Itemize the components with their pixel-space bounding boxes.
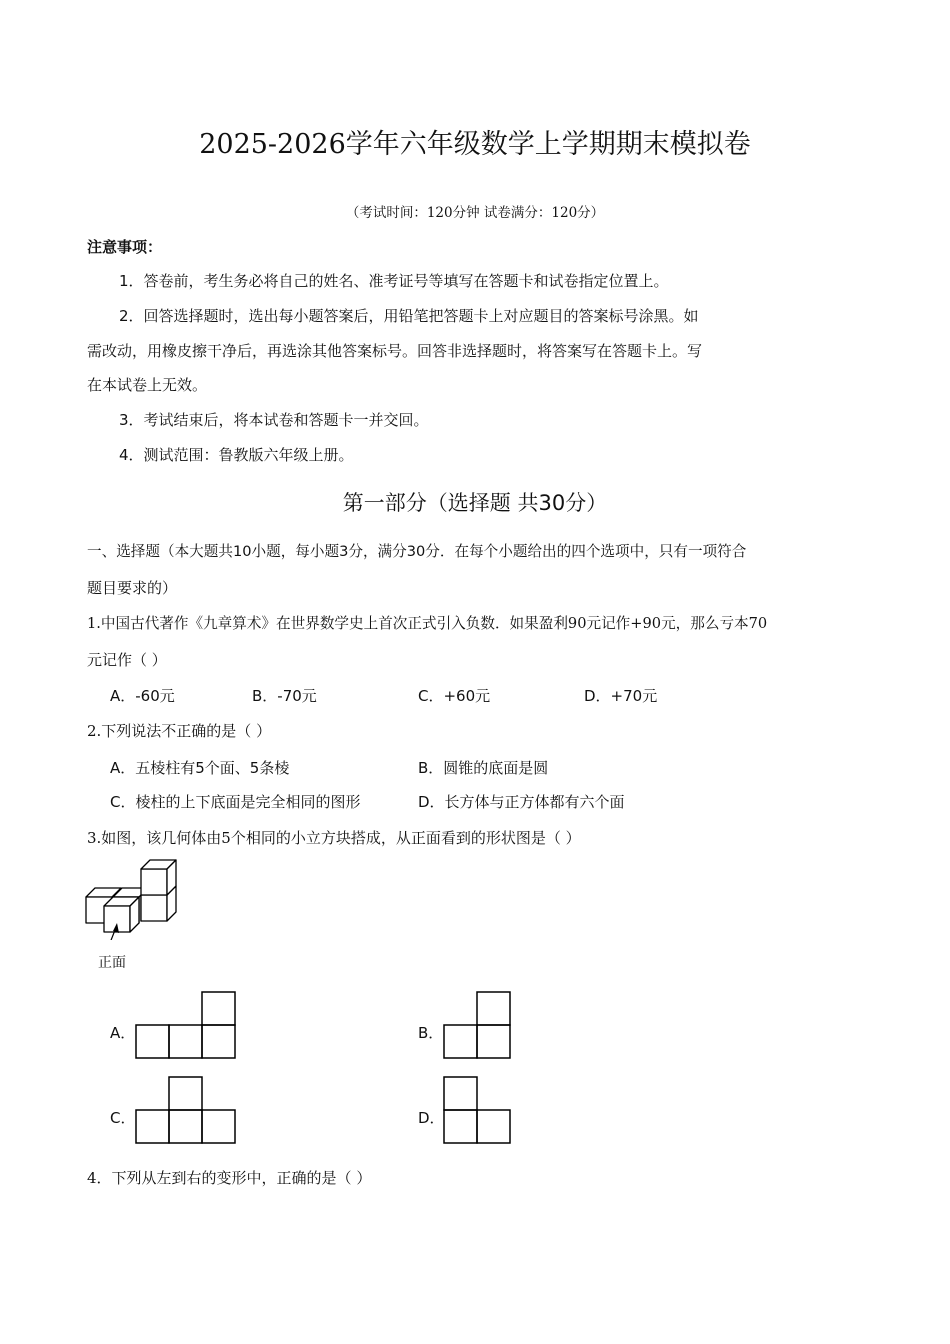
- question-3-option-b[interactable]: B．: [418, 1024, 444, 1042]
- notice-item-1: 1．答卷前，考生务必将自己的姓名、准考证号等填写在答题卡和试卷指定位置上。: [119, 272, 669, 290]
- section-intro-line-1: 一、选择题（本大题共10小题，每小题3分，满分30分．在每个小题给出的四个选项中，只有一项符合: [87, 543, 747, 560]
- question-1-option-a[interactable]: A．-60元: [110, 687, 175, 705]
- question-2-option-b[interactable]: B．圆锥的底面是圆: [418, 759, 549, 777]
- section-heading: 第一部分（选择题 共30分）: [342, 491, 608, 515]
- question-1-option-c[interactable]: C．+60元: [418, 687, 491, 705]
- page-title: 2025-2026学年六年级数学上学期期末模拟卷: [199, 129, 751, 160]
- question-4-stem: 4．下列从左到右的变形中，正确的是（ ）: [87, 1169, 372, 1187]
- section-intro-line-2: 题目要求的）: [87, 579, 178, 597]
- question-1-option-b[interactable]: B．-70元: [252, 687, 317, 705]
- option-c-view-figure: [135, 1076, 237, 1144]
- question-1-line-2: 元记作（ ）: [87, 651, 167, 669]
- cube-stack-figure: [84, 855, 184, 940]
- question-2-option-c[interactable]: C．棱柱的上下底面是完全相同的图形: [110, 793, 361, 811]
- question-2-stem: 2.下列说法不正确的是（ ）: [87, 722, 272, 740]
- question-3-stem: 3.如图，该几何体由5个相同的小立方块搭成，从正面看到的形状图是（ ）: [87, 829, 581, 847]
- question-3-option-c[interactable]: C．: [110, 1109, 136, 1127]
- notice-item-4: 4．测试范围：鲁教版六年级上册。: [119, 446, 354, 464]
- notice-item-3: 3．考试结束后，将本试卷和答题卡一并交回。: [119, 411, 429, 429]
- option-a-view-figure: [135, 991, 237, 1059]
- question-2-option-a[interactable]: A．五棱柱有5个面、5条棱: [110, 759, 290, 777]
- notice-heading: 注意事项：: [87, 238, 163, 256]
- notice-item-2-line-3: 在本试卷上无效。: [87, 376, 208, 394]
- exam-info: （考试时间：120分钟 试卷满分：120分）: [345, 205, 605, 221]
- question-3-option-a[interactable]: A．: [110, 1024, 136, 1042]
- option-b-view-figure: [443, 991, 512, 1059]
- question-2-option-d[interactable]: D．长方体与正方体都有六个面: [418, 793, 625, 811]
- option-d-view-figure: [443, 1076, 512, 1144]
- question-3-option-d[interactable]: D．: [418, 1109, 445, 1127]
- notice-item-2-line-1: 2．回答选择题时，选出每小题答案后，用铅笔把答题卡上对应题目的答案标号涂黑。如: [119, 307, 699, 325]
- question-1-line-1: 1.中国古代著作《九章算术》在世界数学史上首次正式引入负数．如果盈利90元记作+90元，那么亏本70: [87, 615, 768, 632]
- question-1-option-d[interactable]: D．+70元: [584, 687, 658, 705]
- notice-item-2-line-2: 需改动，用橡皮擦干净后，再选涂其他答案标号。回答非选择题时，将答案写在答题卡上。写: [87, 342, 703, 360]
- front-view-label: 正面: [98, 955, 126, 971]
